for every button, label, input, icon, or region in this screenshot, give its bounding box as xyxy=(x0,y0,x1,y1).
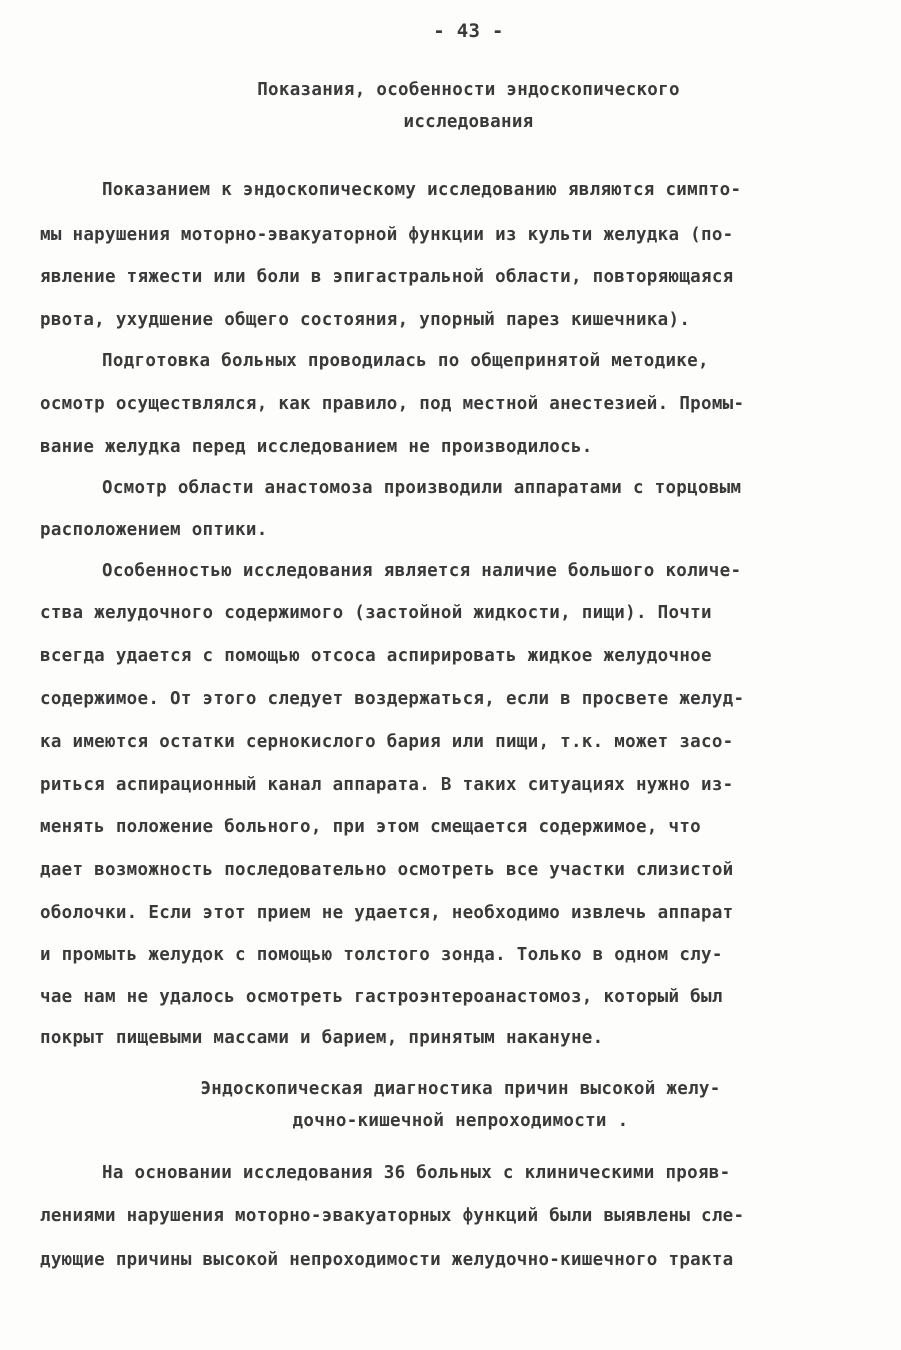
section-title-line: Показания, особенности эндоскопического xyxy=(257,80,680,100)
paragraph-line: явление тяжести или боли в эпигастральной области, повторяющаяся xyxy=(40,267,734,287)
section-title-diagnostics xyxy=(10,1073,901,1137)
section-title-line: дочно-кишечной непроходимости . xyxy=(292,1111,629,1131)
paragraph-line: ства желудочного содержимого (застойной жидкости, пищи). Почти xyxy=(40,603,712,623)
paragraph-line: дующие причины высокой непроходимости желудочно-кишечного тракта xyxy=(40,1250,734,1270)
paragraph-line: содержимое. От этого следует воздержаться, если в просвете желуд- xyxy=(40,689,745,709)
page-number: - 43 - xyxy=(433,20,504,42)
paragraph-line: рвота, ухудшение общего состояния, упорный парез кишечника). xyxy=(40,310,691,330)
paragraph-line: Осмотр области анастомоза производили аппаратами с торцовым xyxy=(102,478,742,498)
paragraph-line: мы нарушения моторно-эвакуаторной функции из культи желудка (по- xyxy=(40,225,734,245)
paragraph-line: Подготовка больных проводилась по общепринятой методике, xyxy=(102,351,709,371)
paragraph-line: лениями нарушения моторно-эвакуаторных функций были выявлены сле- xyxy=(40,1206,745,1226)
paragraph-line: Особенностью исследования является наличие большого количе- xyxy=(102,561,742,581)
paragraph-line: ка имеются остатки сернокислого бария или пищи, т.к. может засо- xyxy=(40,732,734,752)
section-title-line: Эндоскопическая диагностика причин высокой желу- xyxy=(200,1079,721,1099)
section-title-line: исследования xyxy=(403,112,534,132)
paragraph-line: и промыть желудок с помощью толстого зонда. Только в одном слу- xyxy=(40,945,723,965)
paragraph-line: менять положение больного, при этом смещается содержимое, что xyxy=(40,817,701,837)
paragraph-line: расположением оптики. xyxy=(40,520,268,540)
paragraph-line: На основании исследования 36 больных с клиническими прояв- xyxy=(102,1163,731,1183)
paragraph-line: дает возможность последовательно осмотреть все участки слизистой xyxy=(40,860,734,880)
paragraph-line: осмотр осуществлялся, как правило, под местной анестезией. Промы- xyxy=(40,394,745,414)
section-title-indications xyxy=(18,74,901,138)
paragraph-line: всегда удается с помощью отсоса аспирировать жидкое желудочное xyxy=(40,646,712,666)
paragraph-line: Показанием к эндоскопическому исследованию являются симпто- xyxy=(102,180,742,200)
paragraph-line: вание желудка перед исследованием не производилось. xyxy=(40,437,593,457)
paragraph-line: оболочки. Если этот прием не удается, необходимо извлечь аппарат xyxy=(40,903,734,923)
paragraph-line: чае нам не удалось осмотреть гастроэнтероанастомоз, который был xyxy=(40,987,723,1007)
paragraph-line: риться аспирационный канал аппарата. В таких ситуациях нужно из- xyxy=(40,775,734,795)
paragraph-line: покрыт пищевыми массами и барием, принятым накануне. xyxy=(40,1028,604,1048)
